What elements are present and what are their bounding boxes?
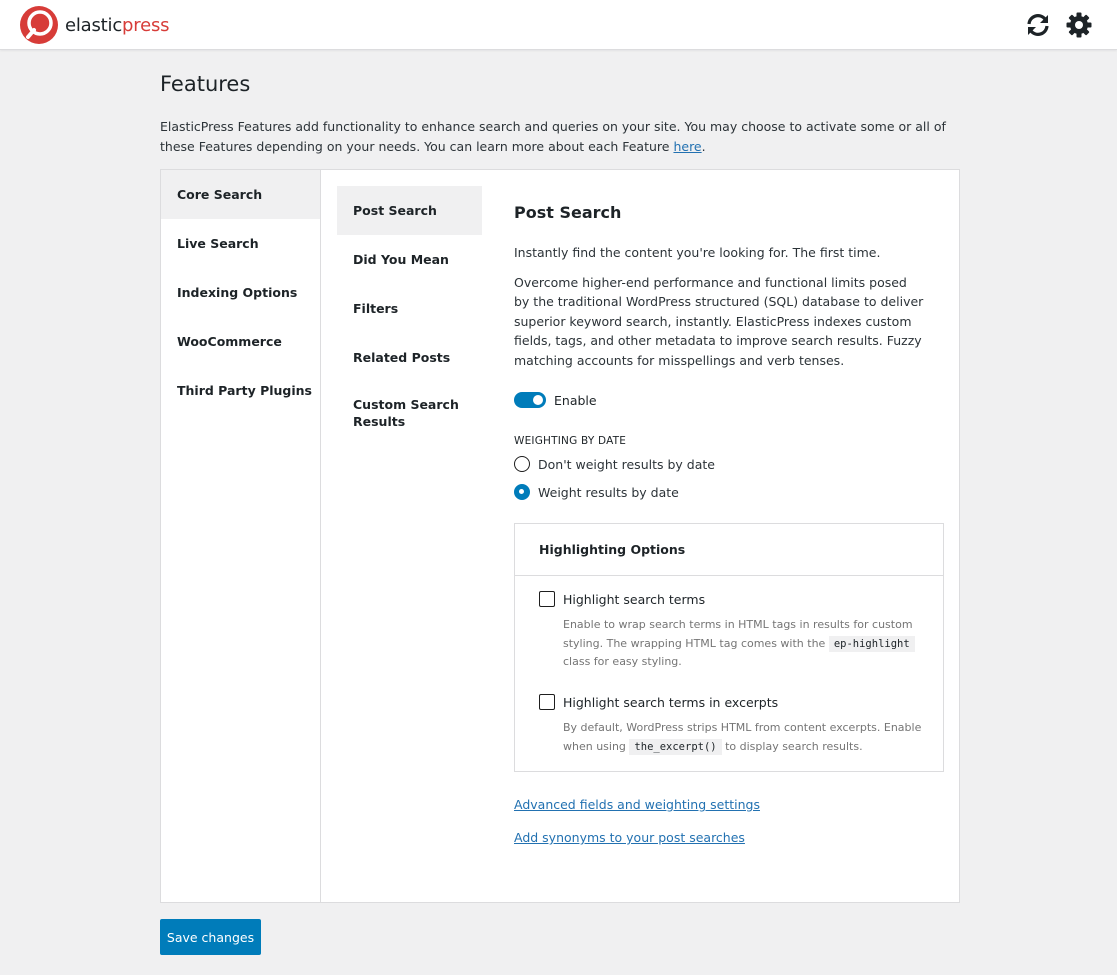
feature-tab-post-search[interactable]: Post Search (337, 186, 482, 235)
feature-tabs (337, 186, 482, 442)
feature-tagline: Instantly find the content you're looking for. The first time. (514, 245, 881, 260)
weighting-heading: WEIGHTING BY DATE (514, 435, 627, 447)
feature-settings (514, 203, 944, 845)
intro-text (160, 117, 980, 157)
logo-wordmark-part2: press (122, 14, 170, 36)
help-text: class for easy styling. (563, 655, 682, 668)
highlight-excerpts-option[interactable] (539, 694, 778, 710)
logo-wordmark (65, 15, 169, 36)
highlight-terms-checkbox[interactable] (539, 591, 555, 607)
help-text: to display search results. (721, 739, 863, 753)
code-the-excerpt: the_excerpt() (629, 739, 721, 755)
feature-title: Post Search (514, 203, 622, 222)
enable-label: Enable (554, 392, 597, 408)
intro-end: . (701, 139, 706, 154)
tab-third-party-plugins[interactable]: Third Party Plugins (177, 383, 312, 398)
tab-woocommerce[interactable]: WooCommerce (177, 334, 282, 349)
header-actions (1024, 11, 1093, 39)
radio-no-weight[interactable] (514, 456, 715, 472)
advanced-fields-link[interactable]: Advanced fields and weighting settings (514, 797, 760, 812)
help-text: By default, WordPress strips HTML from content excerpts. Enable when using (563, 721, 922, 753)
features-panel (160, 169, 960, 903)
page-title: Features (160, 72, 251, 96)
save-changes-button[interactable]: Save changes (160, 919, 261, 955)
radio-button[interactable] (514, 456, 530, 472)
highlight-excerpts-checkbox[interactable] (539, 694, 555, 710)
feature-tab-custom-search-results[interactable]: Custom Search Results (353, 397, 459, 429)
highlight-excerpts-label: Highlight search terms in excerpts (563, 694, 779, 710)
feature-tab-related-posts[interactable]: Related Posts (353, 350, 451, 365)
feature-tab-did-you-mean[interactable]: Did You Mean (353, 252, 449, 267)
tab-live-search[interactable]: Live Search (177, 236, 259, 251)
sync-icon[interactable] (1024, 11, 1052, 39)
synonyms-link[interactable]: Add synonyms to your post searches (514, 830, 745, 845)
enable-toggle[interactable] (514, 392, 546, 408)
highlight-terms-option[interactable] (539, 591, 705, 607)
radio-button-selected[interactable] (514, 484, 530, 500)
help-text: Enable to wrap search terms in HTML tags in results for custom styling. The wrapping HTML tag comes with the (563, 618, 913, 650)
intro-body: ElasticPress Features add functionality to enhance search and queries on your site. You may choose to activate some or all of these Features depending on your needs. You can learn more about each Feature (160, 119, 946, 154)
highlight-terms-help (563, 616, 923, 672)
tab-core-search[interactable]: Core Search (161, 170, 320, 219)
top-bar (0, 0, 1117, 50)
tab-indexing-options[interactable]: Indexing Options (177, 285, 298, 300)
feature-description: Overcome higher-end performance and functional limits posed by the traditional WordPress structured (SQL) database to deliver superior keyword search, instantly. ElasticPress indexes custom fields, tags, and other metadata to improve search results. Fuzzy matching accounts for misspellings and verb tenses. (514, 274, 924, 368)
radio-label: Don't weight results by date (538, 456, 715, 472)
highlighting-title: Highlighting Options (515, 524, 943, 576)
enable-toggle-row[interactable] (514, 392, 597, 408)
highlight-excerpts-help (563, 719, 923, 756)
gear-icon[interactable] (1065, 11, 1093, 39)
radio-weight[interactable] (514, 484, 679, 500)
learn-more-link[interactable]: here (673, 139, 702, 154)
highlighting-options-box (514, 523, 944, 772)
elasticpress-logo-icon (19, 5, 59, 45)
logo-wordmark-part1: elastic (65, 14, 123, 36)
highlight-terms-label: Highlight search terms (563, 591, 706, 607)
radio-label: Weight results by date (538, 484, 679, 500)
feature-tab-filters[interactable]: Filters (353, 301, 399, 316)
category-tabs (161, 170, 321, 902)
code-ep-highlight: ep-highlight (829, 636, 915, 652)
elasticpress-logo[interactable] (19, 5, 169, 45)
